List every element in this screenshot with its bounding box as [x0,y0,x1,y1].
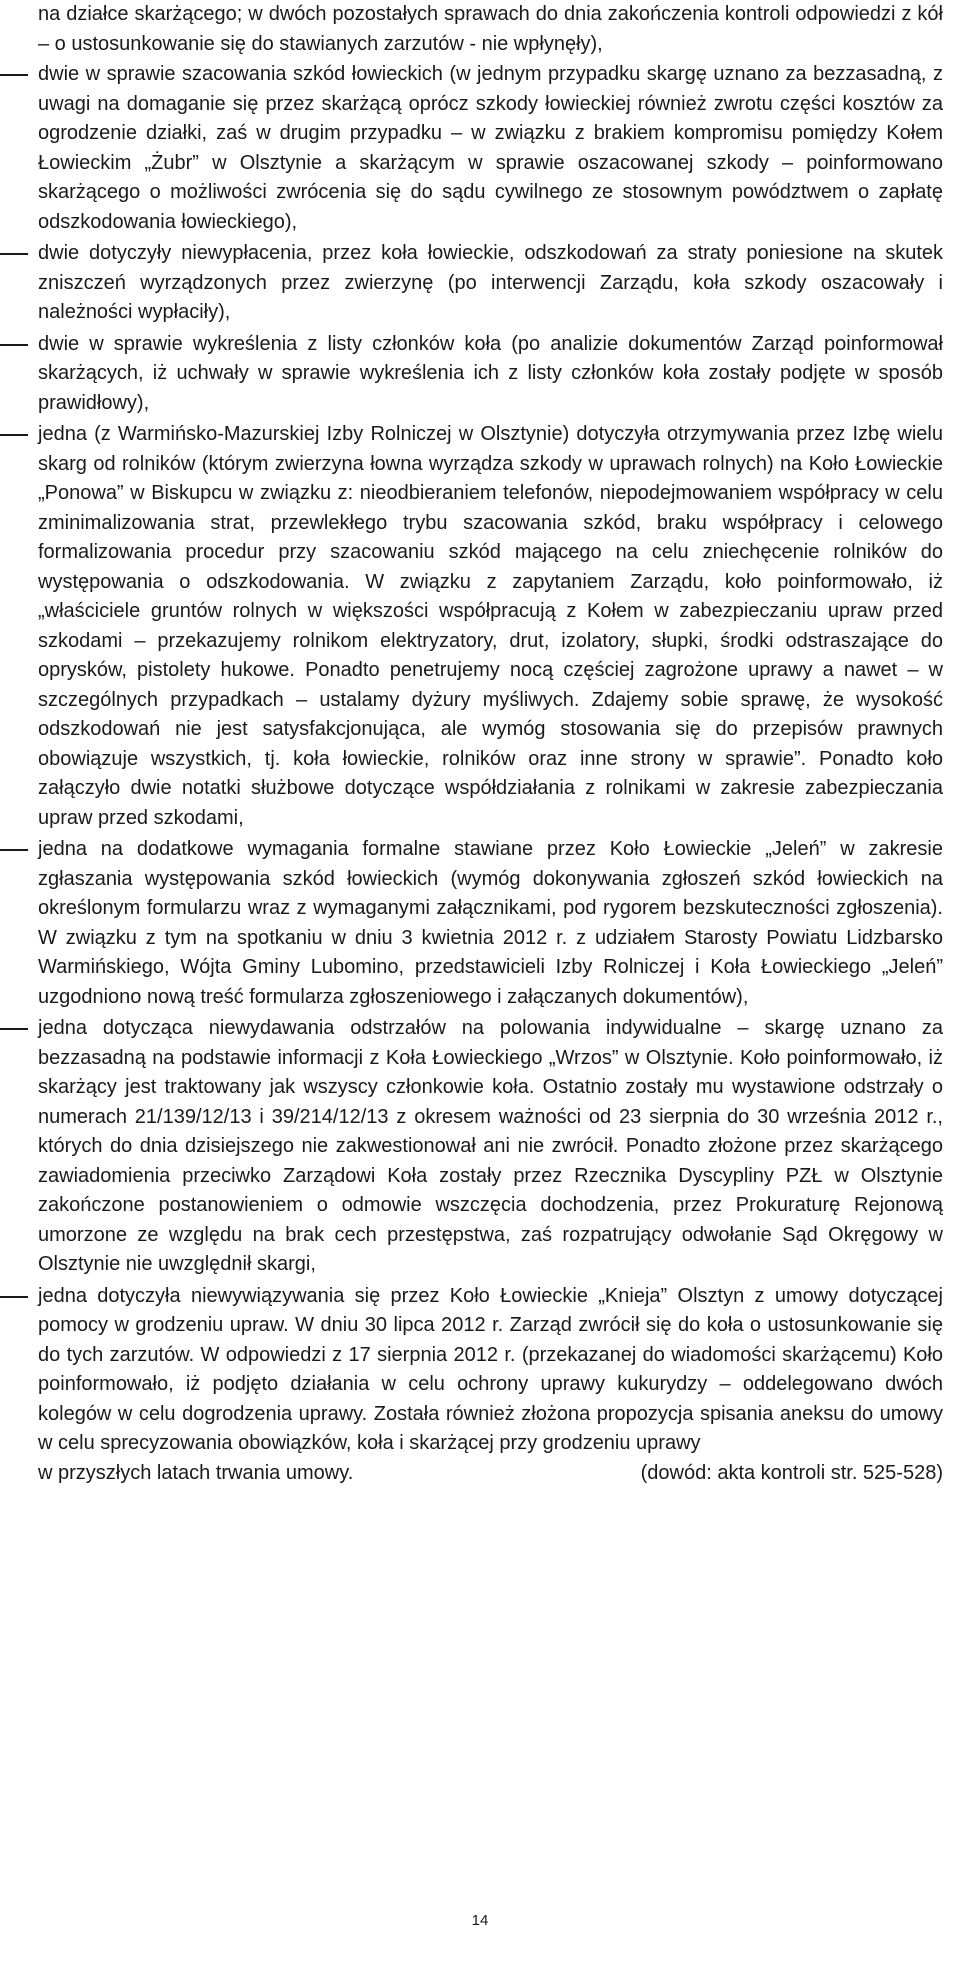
list-item [0,1282,943,1489]
list-item [0,330,943,419]
list-item-text: jedna na dodatkowe wymagania formalne stawiane przez Koło Łowieckie „Jeleń” w zakresie zgłaszania występowania szkód łowieckich (wymóg dokonywania zgłoszeń szkód łowieckich na określonym formularzu wraz z wymaganymi załącznikami, pod rygorem bezskuteczności zgłoszenia). W związku z tym na spotkaniu w dniu 3 kwietnia 2012 r. z udziałem Starosty Powiatu Lidzbarsko Warmińskiego, Wójta Gminy Lubomino, przedstawicieli Izby Rolniczej i Koła Łowieckiego „Jeleń” uzgodniono nową treść formularza zgłoszeniowego i załączanych dokumentów), [38,838,943,1008]
dash-bullet [0,849,28,851]
list-item-text: jedna (z Warmińsko-Mazurskiej Izby Rolniczej w Olsztynie) dotyczyła otrzymywania przez Izbę wielu skarg od rolników (którym zwierzyna łowna wyrządza szkody w uprawach rolnych) na Koło Łowieckie „Ponowa” w Biskupcu w związku z: nieodbieraniem telefonów, niepodejmowaniem współpracy w celu zminimalizowania strat, przewlekłego trybu szacowania szkód, braku współpracy i celowego formalizowania procedur przy szacowaniu szkód mającego na celu zniechęcenie rolników do występowania o odszkodowania. W związku z zapytaniem Zarządu, koło poinformowało, iż „właściciele gruntów rolnych w większości współpracują z Kołem w zabezpieczaniu upraw przed szkodami – przekazujemy rolnikom elektryzatory, drut, izolatory, słupki, środki odstraszające do oprysków, pistolety hukowe. Ponadto penetrujemy nocą częściej zagrożone uprawy a nawet – w szczególnych przypadkach – ustalamy dyżury myśliwych. Zdajemy sobie sprawę, że wysokość odszkodowań nie jest satysfakcjonująca, ale wymóg stosowania się do przepisów prawnych obowiązuje wszystkich, tj. koła łowieckie, rolników oraz inne strony w sprawie”. Ponadto koło załączyło dwie notatki służbowe dotyczące współdziałania z rolnikami w zakresie zabezpieczania upraw przed szkodami, [38,423,943,829]
dash-bullet [0,1296,28,1298]
lead-paragraph: na działce skarżącego; w dwóch pozostałych sprawach do dnia zakończenia kontroli odpowiedzi z kół – o ustosunkowanie się do stawianych zarzutów - nie wpłynęły), [38,3,943,55]
list-item-text: jedna dotyczyła niewywiązywania się przez Koło Łowieckie „Knieja” Olsztyn z umowy dotyczącej pomocy w grodzeniu upraw. W dniu 30 lipca 2012 r. Zarząd zwrócił się do koła o ustosunkowanie się do tych zarzutów. W odpowiedzi z 17 sierpnia 2012 r. (przekazanej do wiadomości skarżącemu) Koło poinformowało, iż podjęto działania w celu ochrony uprawy kukurydzy – oddelegowano dwóch kolegów w celu dogrodzenia uprawy. Została również złożona propozycja spisania aneksu do umowy w celu sprecyzowania obowiązków, koła i skarżącej przy grodzeniu uprawy [38,1284,943,1454]
list-item [0,420,943,833]
list-item-text: dwie w sprawie szacowania szkód łowieckich (w jednym przypadku skargę uznano za bezzasadną, z uwagi na domaganie się przez skarżącą oprócz szkody łowieckiej również zwrotu części kosztów za ogrodzenie działki, zaś w drugim przypadku – w związku z brakiem kompromisu pomiędzy Kołem Łowieckim „Żubr” w Olsztynie a skarżącym w sprawie oszacowanej szkody – poinformowano skarżącego o możliwości zwrócenia się do sądu cywilnego ze stosownym powództwem o zapłatę odszkodowania łowieckiego), [38,63,943,233]
dash-bullet [0,1028,28,1030]
dash-bullet [0,344,28,346]
list-item-tail: w przyszłych latach trwania umowy. [38,1461,354,1484]
list-item [0,835,943,1012]
list-item [0,60,943,237]
dash-bullet [0,434,28,436]
list-item-final-line [38,1459,943,1489]
evidence-citation: (dowód: akta kontroli str. 525-528) [640,1461,943,1484]
list-item-text: dwie dotyczyły niewypłacenia, przez koła łowieckie, odszkodowań za straty poniesione na skutek zniszczeń wyrządzonych przez zwierzynę (po interwencji Zarządu, koła szkody oszacowały i należności wypłaciły), [38,242,943,323]
list-item-text: jedna dotycząca niewydawania odstrzałów na polowania indywidualne – skargę uznano za bezzasadną na podstawie informacji z Koła Łowieckiego „Wrzos” w Olsztynie. Koło poinformowało, iż skarżący jest traktowany jak wszyscy członkowie koła. Ostatnio zostały mu wystawione odstrzały o numerach 21/139/12/13 i 39/214/12/13 z okresem ważności od 23 sierpnia do 30 września 2012 r., których do dnia dzisiejszego nie zakwestionował ani nie zwrócił. Ponadto złożone przez skarżącego zawiadomienia przeciwko Zarządowi Koła zostały przez Rzecznika Dyscypliny PZŁ w Olsztynie zakończone postanowieniem o odmowie wszczęcia dochodzenia, przez Prokuraturę Rejonową umorzone ze względu na brak cech przestępstwa, zaś rozpatrujący odwołanie Sąd Okręgowy w Olsztynie nie uwzględnił skargi, [38,1017,943,1275]
list-item [0,239,943,328]
complaint-list [0,60,960,1490]
list-item-text: dwie w sprawie wykreślenia z listy członków koła (po analizie dokumentów Zarząd poinformował skarżących, iż uchwały w sprawie wykreślenia ich z listy członków koła zostały podjęte w sposób prawidłowy), [38,332,943,414]
dash-bullet [0,74,28,76]
dash-bullet [0,253,28,255]
page-number: 14 [471,1912,489,1929]
list-item [0,1014,943,1280]
